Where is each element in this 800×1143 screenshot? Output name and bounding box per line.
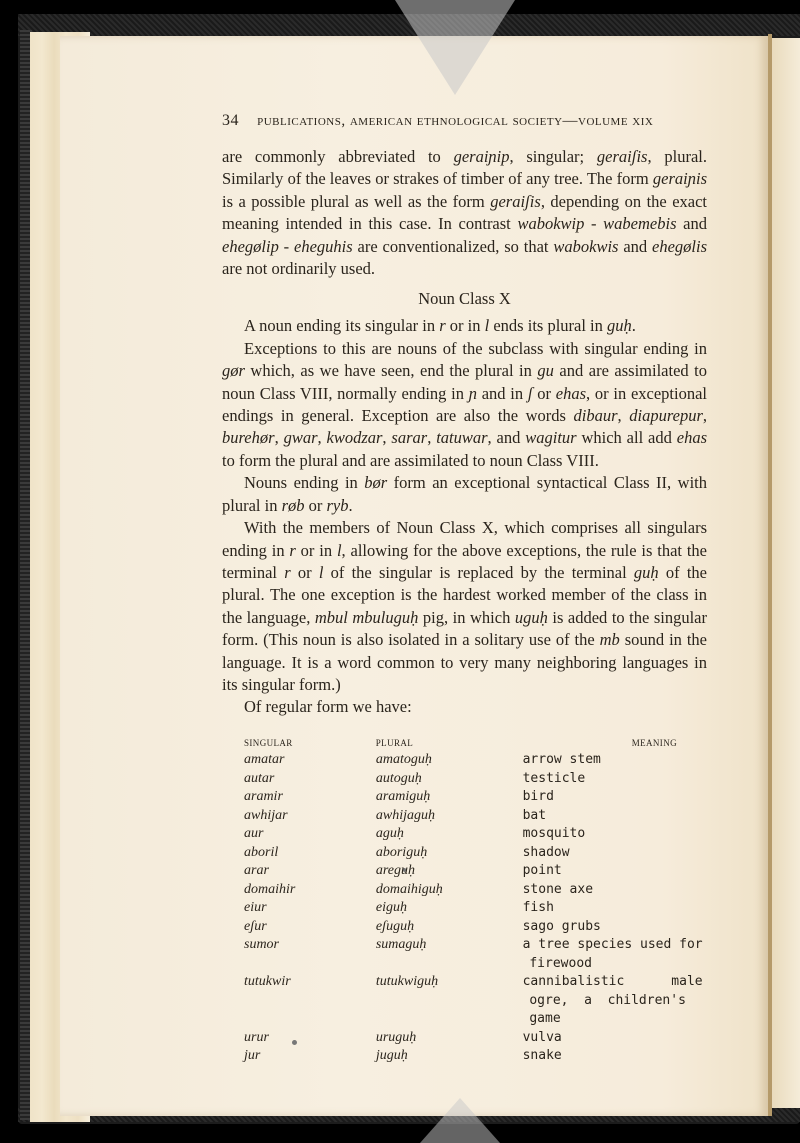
table-row <box>222 788 707 807</box>
cell-plural: domaihiguḥ <box>375 881 443 897</box>
cell-plural: eʃuguḥ <box>375 918 415 934</box>
cell-singular: arar <box>244 863 269 879</box>
table-row <box>222 973 707 992</box>
cell-singular <box>222 992 371 1011</box>
cell-singular: autar <box>244 770 275 786</box>
cell-plural: tutukwiguḥ <box>375 974 439 990</box>
page-number: 34 <box>222 112 239 129</box>
cell-singular: aramir <box>244 789 283 805</box>
cell-meaning: fish <box>522 900 554 916</box>
cell-meaning: stone axe <box>522 881 594 897</box>
cell-plural: autoguḥ <box>375 770 422 786</box>
table-row <box>222 751 707 770</box>
cell-plural <box>371 955 512 974</box>
table-body <box>222 751 707 1066</box>
table-row <box>222 936 707 955</box>
running-head-title: publications, american ethnological society—volume xix <box>257 113 654 129</box>
cell-meaning: bat <box>522 807 547 823</box>
cell-plural: uruguḥ <box>375 1029 417 1045</box>
italic-term: l <box>318 562 324 582</box>
italic-term: ehas <box>676 428 707 448</box>
cell-meaning: snake <box>522 1048 562 1064</box>
cell-meaning: a tree species used for <box>522 937 703 953</box>
paragraph: With the members of Noun Class X, which comprises all singulars ending in r or in l, allowing for the above exceptions, the rule is that the terminal r or l of the singular is replaced by the terminal guḥ of the plural. The one exception is the hardest worked member of the class in the language, mbul mbuluguḥ pig, in which uguḥ is added to the singular form. (This noun is also isolated in a solitary use of the mb sound in the language. It is a word common to very many neighboring languages in its singular form.) <box>222 518 708 694</box>
table-row <box>222 1029 707 1048</box>
paragraph-intro: are commonly abbreviated to geraiɲip, singular; geraiʃis, plural. Similarly of the leaves or strakes of timber of any tree. The form geraiɲis is a possible plural as well as the form geraiʃis, depending on the exact meaning intended in this case. In contrast wabokwip - wabemebis and ehegølip - eheguhis are conventionalized, so that wabokwis and ehegølis are not ordinarily used. <box>222 147 708 279</box>
cell-singular: eʃur <box>244 918 267 934</box>
cell-meaning: shadow <box>522 844 570 860</box>
cell-plural: eiguḥ <box>375 900 407 916</box>
table-row <box>222 899 707 918</box>
italic-term: ehas <box>555 383 587 403</box>
italic-term: ryb <box>326 495 349 515</box>
cell-singular: aur <box>244 826 264 842</box>
italic-term: dibaur <box>573 406 618 426</box>
cell-meaning: point <box>522 863 562 879</box>
cell-plural: aguḥ <box>375 826 404 842</box>
bookmark-ribbon-top <box>395 0 515 95</box>
italic-term: l <box>336 540 342 560</box>
cell-singular: jur <box>244 1048 261 1064</box>
cell-singular: awhijar <box>244 807 288 823</box>
facing-page-edge <box>772 38 800 1108</box>
italic-term: gu <box>537 361 554 381</box>
italic-term: diapurepur <box>629 406 703 426</box>
bookmark-ribbon-bottom <box>420 1098 500 1143</box>
cell-plural: areguḥ <box>375 863 416 879</box>
cell-singular: sumor <box>244 937 280 953</box>
paragraph: Of regular form we have: <box>244 697 412 717</box>
section-heading: Noun Class X <box>418 289 511 309</box>
cell-singular: urur <box>244 1029 269 1045</box>
italic-term: røb <box>281 495 305 515</box>
table-row <box>222 770 707 789</box>
table-row-continuation <box>222 1010 707 1029</box>
cell-singular <box>222 1010 371 1029</box>
paragraph: Nouns ending in bør form an exceptional syntactical Class II, with plural in røb or ryb. <box>222 473 707 515</box>
table-row <box>222 825 707 844</box>
italic-term: bør <box>364 473 388 493</box>
italic-term: wabokwis <box>553 236 619 256</box>
cell-plural <box>371 1010 512 1029</box>
cell-meaning: ogre, a children's <box>529 992 686 1008</box>
table-row <box>222 918 707 937</box>
cell-meaning: cannibalistic male <box>522 974 703 990</box>
italic-term: geraiʃis <box>490 191 541 211</box>
cell-meaning: arrow stem <box>522 752 601 768</box>
table-row-continuation <box>222 955 707 974</box>
table-row <box>222 881 707 900</box>
italic-term: ʃ <box>527 383 533 403</box>
header-singular: singular <box>244 733 293 749</box>
cell-plural: awhijaguḥ <box>375 807 435 823</box>
cell-plural: aboriguḥ <box>375 844 428 860</box>
italic-term: guḥ <box>607 316 632 336</box>
italic-term: r <box>284 562 291 582</box>
italic-term: ehegølip - eheguhis <box>222 236 353 256</box>
italic-term: tatuwar <box>436 428 488 448</box>
cell-plural: sumaguḥ <box>375 937 427 953</box>
italic-term: guḥ <box>633 562 659 582</box>
vocabulary-table <box>222 733 707 1066</box>
cell-meaning: firewood <box>529 955 592 971</box>
italic-term: r <box>289 540 296 560</box>
cell-plural: amatoguḥ <box>375 752 432 768</box>
table-row-continuation <box>222 992 707 1011</box>
paragraph: A noun ending its singular in r or in l ends its plural in guḥ. <box>244 316 636 336</box>
italic-term: gwar <box>283 428 318 448</box>
table-row <box>222 862 707 881</box>
cell-singular: tutukwir <box>244 974 291 990</box>
italic-term: wabokwip - wabemebis <box>517 214 677 234</box>
cell-singular: domaihir <box>244 881 296 897</box>
italic-term: mb <box>599 630 620 650</box>
italic-term: burehør <box>222 428 275 448</box>
italic-term: ɲ <box>468 383 477 403</box>
cell-meaning: testicle <box>522 770 586 786</box>
cell-singular: aboril <box>244 844 279 860</box>
cell-meaning: vulva <box>522 1029 562 1045</box>
cell-meaning: game <box>529 1011 561 1027</box>
cell-singular: eiur <box>244 900 267 916</box>
header-plural: plural <box>375 733 414 749</box>
italic-term: sarar <box>391 428 428 448</box>
italic-term: uguḥ <box>514 607 548 627</box>
table-row <box>222 1047 707 1066</box>
italic-term: r <box>439 316 446 336</box>
table-row <box>222 807 707 826</box>
italic-term: geraiɲip <box>453 147 510 166</box>
italic-term: wagitur <box>525 428 577 448</box>
italic-term: ehegølis <box>652 236 708 256</box>
italic-term: geraiɲis <box>652 169 707 189</box>
paragraph: Exceptions to this are nouns of the subclass with singular ending in gør which, as we have seen, end the plural in gu and are assimilated to noun Class VIII, normally ending in ɲ and in ʃ or ehas, or in exceptional endings in general. Exception are also the words dibaur, diapurepur, burehør, gwar, kwodzar, sarar, tatuwar, and wagitur which all add ehas to form the plural and are assimilated to noun Class VIII. <box>222 338 707 470</box>
cell-meaning: mosquito <box>522 826 586 842</box>
running-head <box>222 112 707 130</box>
italic-term: l <box>484 316 490 336</box>
cell-plural: juguḥ <box>375 1048 408 1064</box>
cell-plural <box>371 992 512 1011</box>
italic-term: kwodzar <box>326 428 383 448</box>
italic-term: geraiʃis <box>596 147 648 166</box>
header-meaning: meaning <box>631 733 677 749</box>
cell-meaning: sago grubs <box>522 918 601 934</box>
italic-term: mbul mbuluguḥ <box>314 607 419 627</box>
page-content <box>222 112 707 1066</box>
cell-plural: aramiguḥ <box>375 789 431 805</box>
table-header-row <box>222 733 707 752</box>
cell-meaning: bird <box>522 789 554 805</box>
table-row <box>222 844 707 863</box>
cell-singular: amatar <box>244 752 285 768</box>
cell-singular <box>222 955 371 974</box>
italic-term: gør <box>222 361 245 381</box>
